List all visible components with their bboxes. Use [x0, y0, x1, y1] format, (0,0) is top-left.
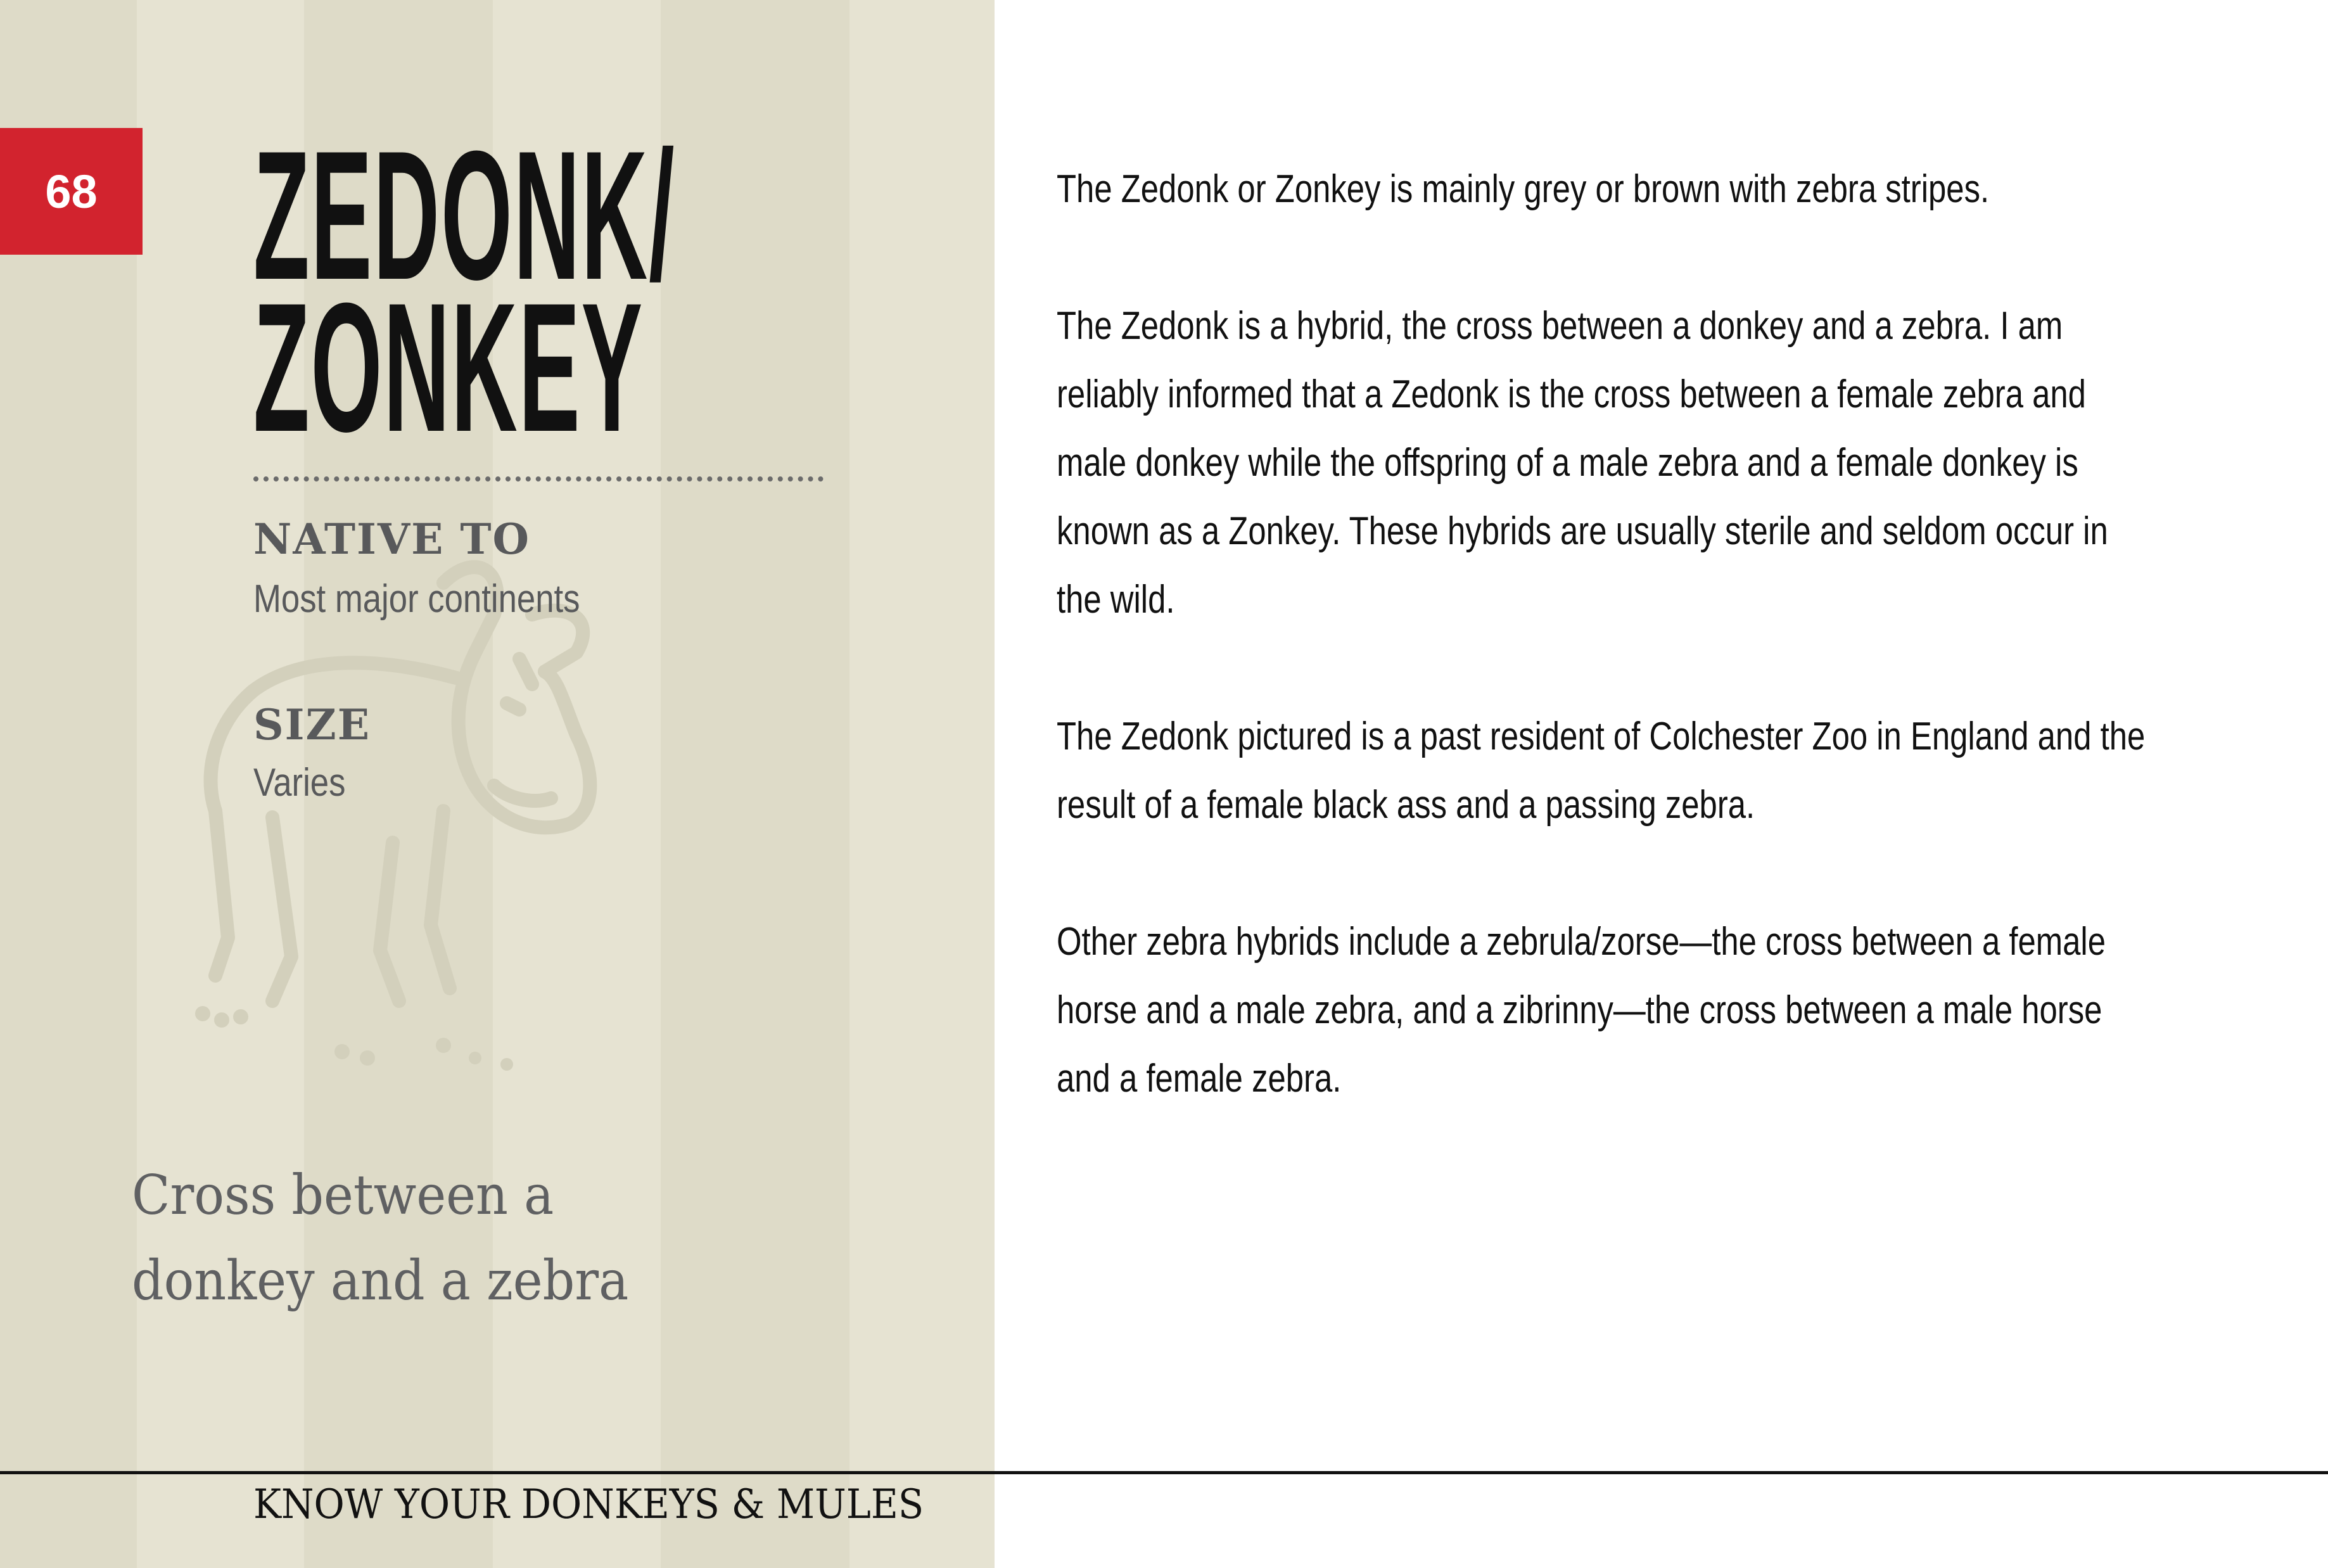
size-value: Varies: [253, 761, 346, 805]
title-line-2: ZONKEY: [253, 265, 644, 470]
text-line: and a female zebra.: [1057, 1057, 1342, 1100]
text-line: The Zedonk pictured is a past resident of Colchester Zoo in England and the: [1057, 715, 2146, 758]
quote-line-1: Cross between a: [132, 1164, 554, 1227]
text-line: result of a female black ass and a passing zebra.: [1057, 783, 1755, 827]
dotted-divider: [253, 476, 824, 481]
text-line: known as a Zonkey. These hybrids are usually sterile and seldom occur in: [1057, 509, 2108, 553]
donkey-illustration-icon: [177, 545, 621, 1083]
panel-stripe: [661, 0, 849, 1568]
footer-book-title: KNOW YOUR DONKEYS & MULES: [253, 1481, 924, 1528]
paragraph: [1057, 703, 2328, 839]
size-label: SIZE: [253, 700, 371, 749]
paragraph: [1057, 908, 2328, 1113]
footer-rule: [0, 1471, 2328, 1474]
paragraph: [1057, 292, 2328, 634]
text-line: reliably informed that a Zedonk is the cross between a female zebra and: [1057, 373, 2086, 416]
left-panel: [0, 0, 995, 1568]
paragraph: [1057, 155, 2328, 224]
text-line: male donkey while the offspring of a male zebra and a female donkey is: [1057, 441, 2078, 485]
title-line-1: ZEDONK/: [253, 113, 676, 318]
pull-quote: [132, 1153, 628, 1324]
page-number: 68: [0, 128, 143, 255]
text-line: horse and a male zebra, and a zibrinny—the cross between a male horse: [1057, 988, 2102, 1032]
native-to-value: Most major continents: [253, 577, 580, 621]
text-line: the wild.: [1057, 578, 1175, 621]
body-text: [1057, 155, 2328, 1182]
page-title: [253, 113, 676, 470]
native-to-label: NATIVE TO: [253, 514, 531, 564]
text-line: The Zedonk or Zonkey is mainly grey or brown with zebra stripes.: [1057, 167, 1990, 211]
quote-line-2: donkey and a zebra: [132, 1249, 629, 1313]
text-line: Other zebra hybrids include a zebrula/zorse—the cross between a female: [1057, 920, 2106, 964]
text-line: The Zedonk is a hybrid, the cross between a donkey and a zebra. I am: [1057, 304, 2063, 348]
